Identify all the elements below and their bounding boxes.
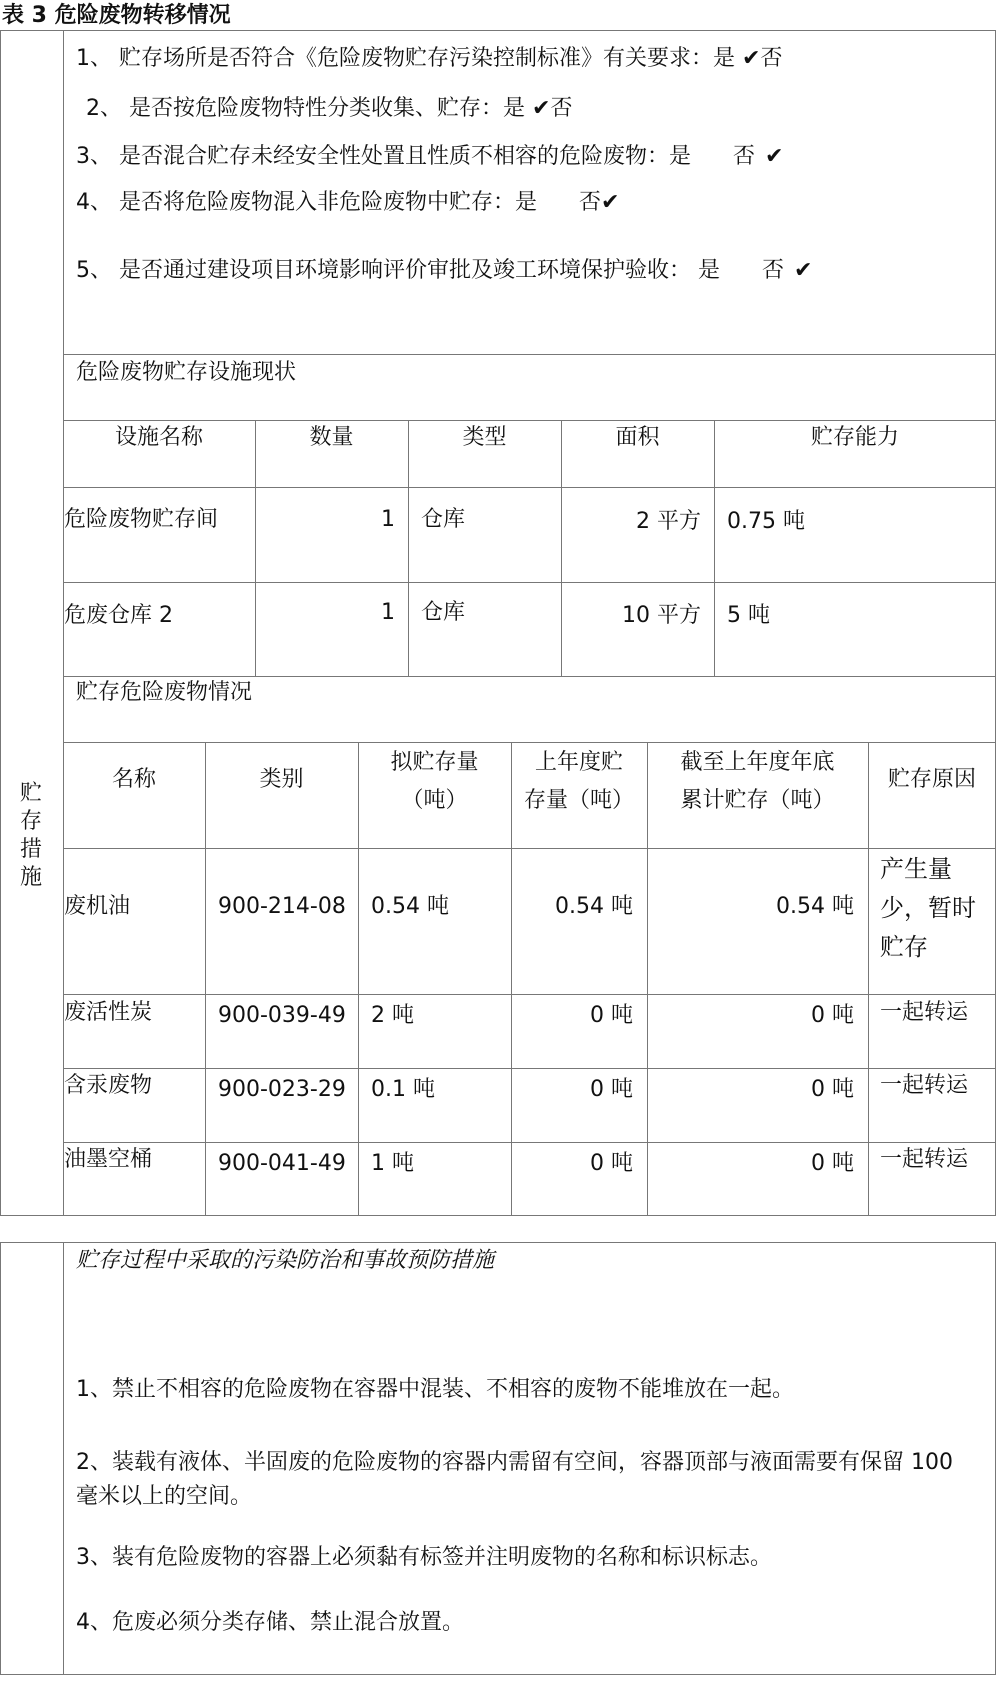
waste-category: 900-039-49 [218,1003,346,1028]
facilities-header-type: 类型 [462,425,507,450]
row-divider [63,582,996,583]
facilities-header-name: 设施名称 [114,425,203,450]
no-label: 否 [579,190,602,215]
waste-planned: 2 吨 [371,1003,414,1028]
question-text: 2、 是否按危险废物特性分类收集、贮存：是 [86,96,532,121]
row-divider [63,742,996,743]
measure-item: 3、装有危险废物的容器上必须黏有标签并注明废物的名称和标识标志。 [76,1545,772,1570]
facilities-heading: 危险废物贮存设施现状 [76,360,297,385]
stored-header-name: 名称 [111,767,156,792]
no-label: 否 [760,46,783,71]
facility-area: 2 平方 [636,509,701,534]
waste-reason: 一起转运 [880,1073,969,1098]
question-4 [76,188,619,218]
question-5 [76,256,812,286]
row-divider [63,354,996,355]
waste-cumulative: 0 吨 [811,1003,854,1028]
waste-cumulative: 0 吨 [811,1077,854,1102]
check-mark-icon: ✔ [532,96,551,121]
col-divider [255,420,256,676]
section-label: 贮存措施 [19,781,42,890]
no-label: 否 [550,96,573,121]
waste-last-year: 0 吨 [590,1151,633,1176]
measures-heading: 贮存过程中采取的污染防治和事故预防措施 [76,1248,495,1273]
question-text: 4、 是否将危险废物混入非危险废物中贮存：是 [76,190,537,215]
waste-reason: 一起转运 [880,1000,969,1025]
waste-category: 900-041-49 [218,1151,346,1176]
question-text: 3、 是否混合贮存未经安全性处置且性质不相容的危险废物：是 [76,144,691,169]
col-divider [561,420,562,676]
check-mark-icon: ✔ [794,258,813,283]
row-divider [63,848,996,849]
stored-heading: 贮存危险废物情况 [76,680,253,705]
facility-capacity: 0.75 吨 [727,509,805,534]
stored-header-cumulative: 截至上年度年底 累计贮存（吨） [680,750,835,813]
waste-last-year: 0 吨 [590,1077,633,1102]
facility-area: 10 平方 [622,603,701,628]
question-text: 1、 贮存场所是否符合《危险废物贮存污染控制标准》有关要求：是 [76,46,742,71]
row-divider [63,1142,996,1143]
check-mark-icon: ✔ [742,46,761,71]
measure-item: 4、危废必须分类存储、禁止混合放置。 [76,1610,464,1635]
question-text: 5、 是否通过建设项目环境影响评价审批及竣工环境保护验收： 是 [76,258,720,283]
check-mark-icon: ✔ [601,190,620,215]
facility-type: 仓库 [421,600,466,625]
row-divider [63,1068,996,1069]
stored-header-planned: 拟贮存量 （吨） [390,750,479,813]
no-label: 否 [733,144,756,169]
facilities-header-area: 面积 [615,425,660,450]
measure-item: 1、禁止不相容的危险废物在容器中混装、不相容的废物不能堆放在一起。 [76,1377,794,1402]
waste-reason: 一起转运 [880,1147,969,1172]
check-mark-icon: ✔ [765,144,784,169]
stored-header-last-year: 上年度贮 存量（吨） [523,750,634,813]
col-divider [868,742,869,1216]
question-1 [76,44,782,74]
facility-quantity: 1 [381,507,395,532]
facilities-header-capacity: 贮存能力 [810,425,899,450]
waste-reason: 产生量少，暂时贮存 [880,855,976,961]
waste-name: 油墨空桶 [64,1147,153,1172]
waste-cumulative: 0.54 吨 [776,894,854,919]
facility-capacity: 5 吨 [727,603,770,628]
waste-planned: 0.54 吨 [371,894,449,919]
section-divider [63,1242,64,1675]
question-3 [76,142,783,172]
waste-name: 废活性炭 [64,1000,153,1025]
row-divider [63,420,996,421]
waste-planned: 0.1 吨 [371,1077,435,1102]
waste-last-year: 0.54 吨 [555,894,633,919]
page-title: 表 3 危险废物转移情况 [2,3,231,28]
stored-header-category: 类别 [259,767,304,792]
facility-name: 危废仓库 2 [64,603,173,628]
waste-category: 900-214-08 [218,894,346,919]
waste-category: 900-023-29 [218,1077,346,1102]
col-divider [408,420,409,676]
waste-last-year: 0 吨 [590,1003,633,1028]
facility-name: 危险废物贮存间 [64,507,219,532]
no-label: 否 [762,258,785,283]
question-2 [86,94,572,124]
facilities-header-quantity: 数量 [309,425,354,450]
row-divider [63,676,996,677]
row-divider [63,994,996,995]
facility-type: 仓库 [421,507,466,532]
row-divider [63,487,996,488]
waste-cumulative: 0 吨 [811,1151,854,1176]
measure-item: 2、装载有液体、半固废的危险废物的容器内需留有空间，容器顶部与液面需要有保留 100 毫米以上的空间。 [76,1450,953,1509]
col-divider [205,742,206,1216]
waste-name: 含汞废物 [64,1073,153,1098]
waste-name: 废机油 [64,894,131,919]
col-divider [714,420,715,676]
facility-quantity: 1 [381,600,395,625]
stored-header-reason: 贮存原因 [887,767,976,792]
waste-planned: 1 吨 [371,1151,414,1176]
